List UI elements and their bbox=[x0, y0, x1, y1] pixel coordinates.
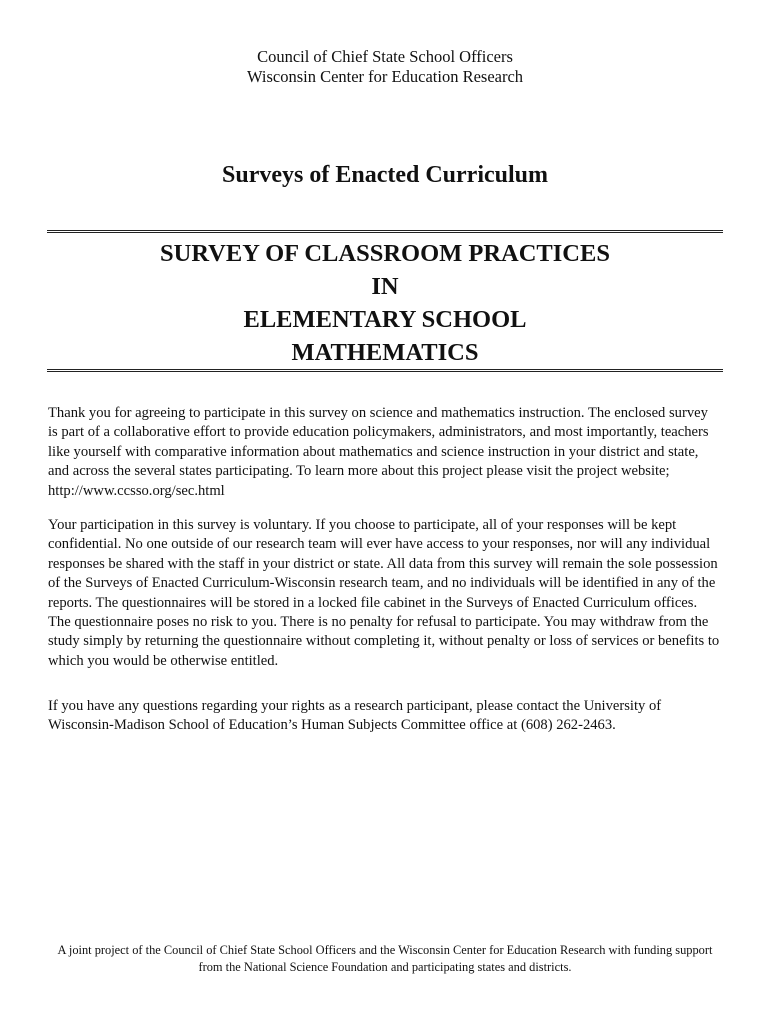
survey-title-line-4: MATHEMATICS bbox=[291, 339, 479, 366]
org-line-ccsso: Council of Chief State School Officers bbox=[257, 47, 513, 66]
survey-title-line-1: SURVEY OF CLASSROOM PRACTICES bbox=[160, 240, 610, 267]
intro-paragraph: Thank you for agreeing to participate in this survey on science and mathematics instruction. The enclosed survey is part of a collaborative effort to provide education policymakers, administrators, and most importantly, teachers like yourself with comparative information about mathematics and science instruction in your district and state, and across the several states participating. To learn more about this project please visit the project website; http://www.ccsso.org/sec.html bbox=[48, 405, 709, 499]
org-line-wcer: Wisconsin Center for Education Research bbox=[246, 67, 524, 86]
organization-header bbox=[0, 47, 770, 87]
confidentiality-paragraph: Your participation in this survey is voluntary. If you choose to participate, all of your responses will be kept confidential. No one outside of our research team will ever have access to your responses, nor will any individual responses be shared with the staff in your district or state. All data from this survey will remain the sole possession of the Surveys of Enacted Curriculum-Wisconsin research team, and no individuals will be identified in any of the reports. The questionnaires will be stored in a locked file cabinet in the Surveys of Enacted Curriculum offices. The questionnaire poses no risk to you. There is no penalty for refusal to participate. You may withdraw from the study simply by returning the questionnaire without completing it, without penalty or loss of services or benefits to which you would be otherwise entitled. bbox=[48, 517, 720, 669]
footer-line-1: A joint project of the Council of Chief State School Officers and the Wisconsin Center for Education Research with funding support bbox=[57, 943, 713, 957]
double-rule-top bbox=[47, 230, 723, 233]
survey-title-line-2: IN bbox=[371, 273, 399, 300]
page-title: Surveys of Enacted Curriculum bbox=[222, 162, 548, 188]
footer-line-2: from the National Science Foundation and participating states and districts. bbox=[198, 960, 572, 974]
contact-paragraph: If you have any questions regarding your rights as a research participant, please contact the University of Wisconsin-Madison School of Education’s Human Subjects Committee office at (608) 262-2463. bbox=[48, 698, 662, 734]
survey-title-line-3: ELEMENTARY SCHOOL bbox=[243, 306, 527, 333]
survey-title bbox=[0, 237, 770, 369]
footer-note bbox=[30, 942, 740, 976]
double-rule-bottom bbox=[47, 369, 723, 372]
